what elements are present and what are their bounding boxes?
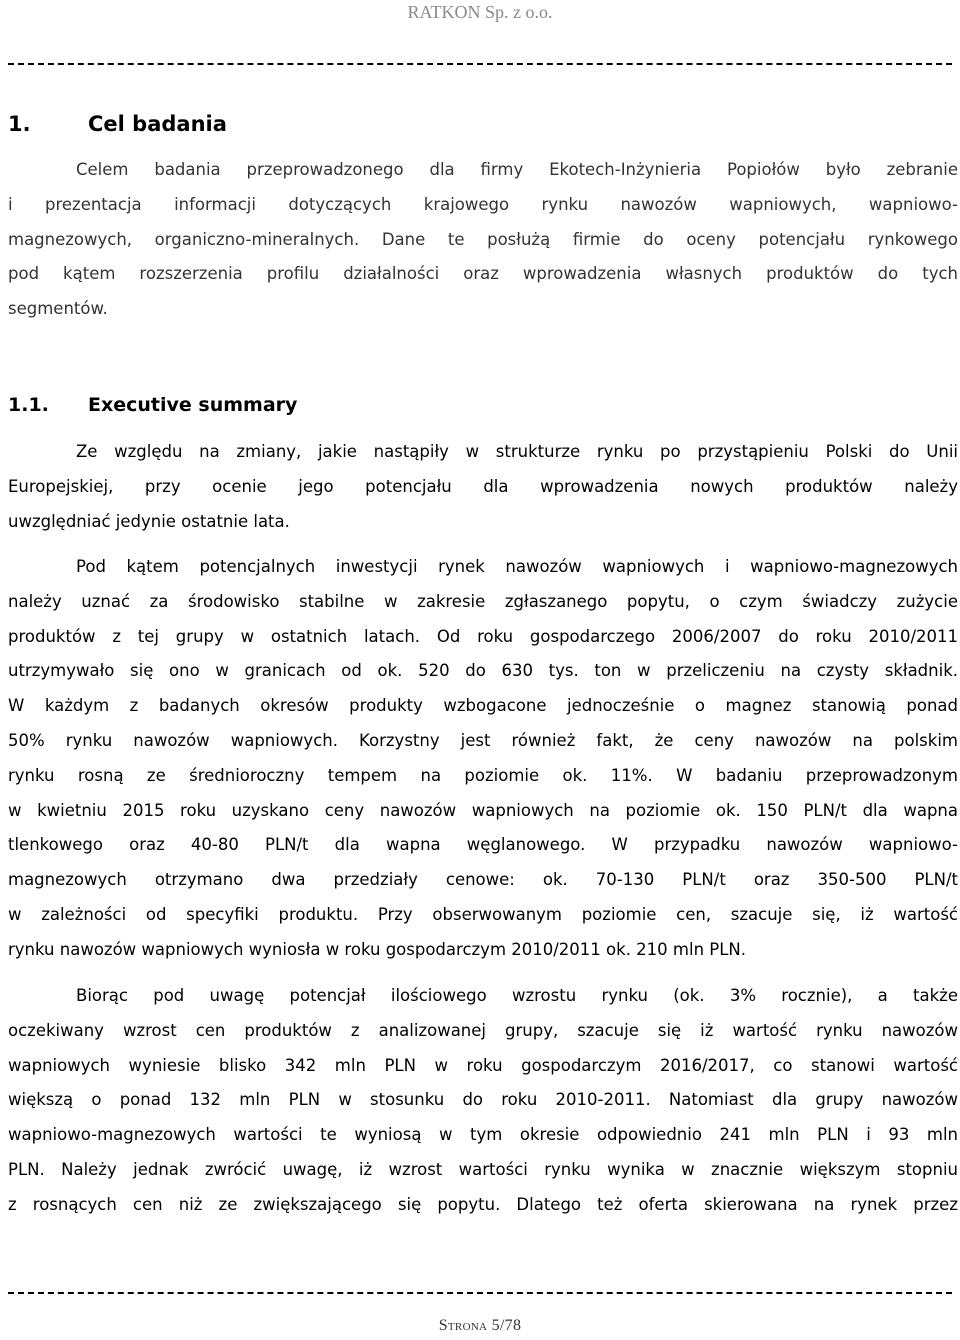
paragraph-summary-3: [8, 979, 958, 1223]
text-line: rynku rosną ze średnioroczny tempem na poziomie ok. 11%. W badaniu przeprowadzonym: [8, 765, 958, 785]
text-line: Pod kątem potencjalnych inwestycji rynek nawozów wapniowych i wapniowo-magnezowych: [76, 557, 958, 576]
header-divider: [8, 63, 952, 65]
header-company-name: RATKON Sp. z o.o.: [407, 2, 553, 22]
text-line: wapniowo-magnezowych wartości te wyniosą w tym okresie odpowiednio 241 mln PLN i 93 mln: [8, 1125, 958, 1145]
text-line: Europejskiej, przy ocenie jego potencjału dla wprowadzenia nowych produktów należy: [8, 476, 958, 496]
text-line: produktów z tej grupy w ostatnich latach. Od roku gospodarczego 2006/2007 do roku 2010/2011: [8, 626, 958, 646]
footer-divider: [8, 1292, 952, 1294]
text-line: rynku nawozów wapniowych wyniosła w roku gospodarczym 2010/2011 ok. 210 mln PLN.: [8, 939, 747, 959]
text-line: tlenkowego oraz 40-80 PLN/t dla wapna węglanowego. W przypadku nawozów wapniowo-: [8, 835, 958, 855]
text-line: w zależności od specyfiki produktu. Przy obserwowanym poziomie cen, szacuje się, iż wartość: [8, 904, 958, 924]
page-number: 5/78: [491, 1317, 522, 1334]
paragraph-summary-2: [8, 550, 958, 968]
text-line: Celem badania przeprowadzonego dla firmy Ekotech-Inżynieria Popiołów było zebranie: [76, 160, 958, 179]
subsection-number: 1.1.: [8, 394, 49, 416]
paragraph-summary-1: [8, 435, 958, 539]
page-label: Strona: [438, 1317, 488, 1334]
text-line: PLN. Należy jednak zwrócić uwagę, iż wzrost wartości rynku wynika w znacznie większym stopniu: [8, 1159, 958, 1179]
subsection-title: Executive summary: [88, 394, 298, 416]
text-line: z rosnących cen niż ze zwiększającego się popytu. Dlatego też oferta skierowana na rynek przez: [8, 1194, 958, 1214]
text-line: magnezowych, organiczno-mineralnych. Dane te posłużą firmie do oceny potencjału rynkowego: [8, 229, 958, 249]
text-line: większą o ponad 132 mln PLN w stosunku do roku 2010-2011. Natomiast dla grupy nawozów: [8, 1090, 958, 1110]
section-heading-cel-badania: [8, 111, 227, 137]
page-footer: [0, 1317, 960, 1335]
text-line: pod kątem rozszerzenia profilu działalności oraz wprowadzenia własnych produktów do tych: [8, 264, 958, 284]
text-line: należy uznać za środowisko stabilne w zakresie zgłaszanego popytu, o czym świadczy zużycie: [8, 591, 958, 611]
text-line: utrzymywało się ono w granicach od ok. 520 do 630 tys. ton w przeliczeniu na czysty składnik.: [8, 661, 958, 681]
text-line: segmentów.: [8, 299, 108, 319]
paragraph-cel-badania: [8, 153, 958, 327]
section-number: 1.: [8, 112, 31, 136]
section-title: Cel badania: [88, 112, 227, 136]
text-line: Ze względu na zmiany, jakie nastąpiły w strukturze rynku po przystąpieniu Polski do Unii: [76, 442, 958, 461]
text-line: W każdym z badanych okresów produkty wzbogacone jednocześnie o magnez stanowią ponad: [8, 696, 958, 716]
text-line: 50% rynku nawozów wapniowych. Korzystny jest również fakt, że ceny nawozów na polskim: [8, 730, 958, 750]
text-line: oczekiwany wzrost cen produktów z analizowanej grupy, szacuje się iż wartość rynku nawozów: [8, 1020, 958, 1040]
text-line: w kwietniu 2015 roku uzyskano ceny nawozów wapniowych na poziomie ok. 150 PLN/t dla wapna: [8, 800, 958, 820]
text-line: wapniowych wyniesie blisko 342 mln PLN w roku gospodarczym 2016/2017, co stanowi wartość: [8, 1055, 958, 1075]
text-line: uwzględniać jedynie ostatnie lata.: [8, 511, 290, 531]
subsection-heading-executive-summary: [8, 393, 297, 417]
text-line: Biorąc pod uwagę potencjał ilościowego wzrostu rynku (ok. 3% rocznie), a także: [76, 986, 958, 1005]
text-line: magnezowych otrzymano dwa przedziały cenowe: ok. 70-130 PLN/t oraz 350-500 PLN/t: [8, 870, 958, 890]
text-line: i prezentacja informacji dotyczących krajowego rynku nawozów wapniowych, wapniowo-: [8, 194, 958, 214]
